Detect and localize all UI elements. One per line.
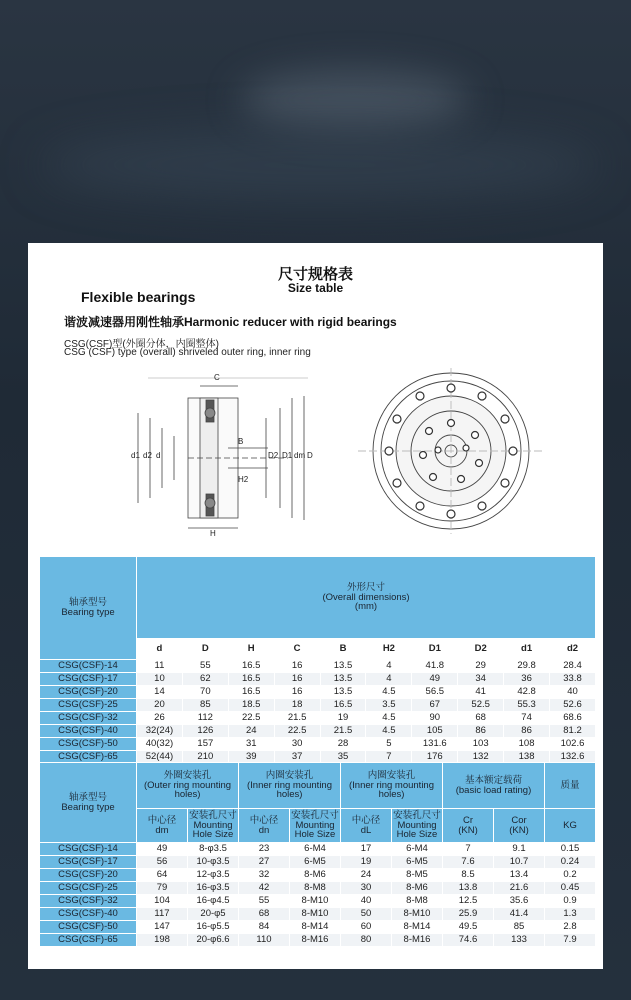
spec-cell: 20-φ5 [188, 908, 239, 921]
spec-cell: 8-M8 [290, 882, 341, 895]
dimension-cell: 90 [412, 712, 458, 725]
background-blur [240, 70, 470, 130]
dimension-cell: 32(24) [137, 725, 183, 738]
spec-cell: 6-M4 [290, 843, 341, 856]
spec-cell: 198 [137, 934, 188, 947]
spec-cell: 55 [239, 895, 290, 908]
dim-label-dl: D [307, 451, 313, 460]
dimension-cell: 52(44) [137, 751, 183, 764]
dimension-cell: 20 [137, 699, 183, 712]
table-row [40, 738, 596, 751]
bearing-type-header [40, 557, 137, 660]
spec-cell: 8-M14 [392, 921, 443, 934]
dimension-cell: 41.8 [412, 660, 458, 673]
sub-column-header [494, 809, 545, 843]
spec-cell: 41.4 [494, 908, 545, 921]
spec-cell: 56 [137, 856, 188, 869]
bearing-model-cell: CSG(CSF)-40 [40, 725, 137, 738]
spec-cell: 9.1 [494, 843, 545, 856]
dimension-cell: 132 [458, 751, 504, 764]
dimension-cell: 86 [458, 725, 504, 738]
dimension-cell: 4.5 [366, 686, 412, 699]
dimension-cell: 62 [182, 673, 228, 686]
dimension-cell: 18.5 [228, 699, 274, 712]
spec-cell: 8-M16 [392, 934, 443, 947]
dimension-cell: 16 [274, 660, 320, 673]
spec-cell: 74.6 [443, 934, 494, 947]
sub-column-header [392, 809, 443, 843]
dimension-cell: 7 [366, 751, 412, 764]
spec-cell: 110 [239, 934, 290, 947]
spec-cell: 10.7 [494, 856, 545, 869]
spec-cell: 17 [341, 843, 392, 856]
bearing-type-header-2-en: Bearing type [61, 801, 115, 813]
sub-header-cn: 安装孔尺寸 [189, 809, 237, 821]
dim-label-h: H [210, 529, 216, 538]
dimension-cell: 4 [366, 673, 412, 686]
group-header-en: (basic load rating) [455, 784, 532, 796]
group-header-cn: 外圈安装孔 [163, 769, 212, 781]
spec-cell: 0.2 [545, 869, 596, 882]
spec-cell: 49 [137, 843, 188, 856]
bearing-model-cell: CSG(CSF)-14 [40, 843, 137, 856]
spec-cell: 79 [137, 882, 188, 895]
dimension-cell: 22.5 [228, 712, 274, 725]
dimension-cell: 29 [458, 660, 504, 673]
spec-cell: 50 [341, 908, 392, 921]
bearing-model-cell: CSG(CSF)-17 [40, 856, 137, 869]
dimension-cell: 3.5 [366, 699, 412, 712]
sub-column-header [137, 809, 188, 843]
dimension-cell: 67 [412, 699, 458, 712]
spec-cell: 13.8 [443, 882, 494, 895]
spec-cell: 40 [341, 895, 392, 908]
dims-header-unit: (mm) [354, 601, 378, 613]
spec-cell: 133 [494, 934, 545, 947]
catalog-sheet [28, 243, 603, 969]
spec-cell: 7.6 [443, 856, 494, 869]
table-row [40, 882, 596, 895]
sub-column-header [188, 809, 239, 843]
dimension-cell: 18 [274, 699, 320, 712]
product-subtitle: 谐波减速器用刚性轴承Harmonic reducer with rigid bearings [64, 315, 397, 329]
overall-dimensions-header [137, 557, 596, 639]
bearing-type-header-cn: 轴承型号 [68, 597, 107, 609]
dimension-cell: 13.5 [320, 673, 366, 686]
dim-label-d1-outer: D1 [282, 451, 293, 460]
sub-header-en: (KN) [509, 824, 529, 836]
dimension-cell: 42.8 [504, 686, 550, 699]
table-row [40, 686, 596, 699]
sub-header-cn: 中心径 [249, 814, 279, 826]
spec-cell: 68 [239, 908, 290, 921]
sub-header-en: Mounting Hole Size [294, 819, 336, 841]
bearing-model-cell: CSG(CSF)-32 [40, 712, 137, 725]
bearing-type-header-en: Bearing type [61, 607, 115, 618]
dimension-cell: 176 [412, 751, 458, 764]
dimension-cell: 16 [274, 673, 320, 686]
dimension-cell: 26 [137, 712, 183, 725]
dimension-cell: 28 [320, 738, 366, 751]
dimension-cell: 56.5 [412, 686, 458, 699]
dimension-cell: 41 [458, 686, 504, 699]
dimension-cell: 30 [274, 738, 320, 751]
table-row [40, 856, 596, 869]
column-group-header [137, 763, 239, 809]
table-row [40, 895, 596, 908]
dimension-column-header: C [274, 639, 320, 660]
dimension-cell: 37 [274, 751, 320, 764]
spec-cell: 8.5 [443, 869, 494, 882]
dimension-cell: 21.5 [274, 712, 320, 725]
dimension-cell: 102.6 [550, 738, 596, 751]
column-group-header [545, 763, 596, 809]
dimension-column-header: d2 [550, 639, 596, 660]
dimension-cell: 108 [504, 738, 550, 751]
sub-header-en: dL [360, 824, 372, 836]
dimension-cell: 34 [458, 673, 504, 686]
mounting-load-table [39, 762, 596, 947]
sub-header-en: dn [258, 824, 270, 836]
dim-label-d2: d2 [143, 451, 152, 460]
spec-cell: 27 [239, 856, 290, 869]
sub-header-cn: KG [563, 819, 577, 831]
group-header-cn: 内圈安装孔 [367, 769, 416, 781]
table-row [40, 934, 596, 947]
dimension-cell: 29.8 [504, 660, 550, 673]
sub-header-en: Mounting Hole Size [396, 819, 438, 841]
spec-cell: 6-M5 [290, 856, 341, 869]
group-header-en: (Inner ring mounting holes) [348, 779, 435, 801]
spec-cell: 0.45 [545, 882, 596, 895]
background-blur [40, 130, 600, 200]
dimension-column-header: D1 [412, 639, 458, 660]
sub-header-cn: Cr [462, 814, 474, 826]
bearing-model-cell: CSG(CSF)-20 [40, 686, 137, 699]
spec-cell: 1.3 [545, 908, 596, 921]
dimension-cell: 33.8 [550, 673, 596, 686]
section-heading: Flexible bearings [81, 289, 196, 305]
page-title-cn: 尺寸规格表 [277, 266, 353, 283]
spec-cell: 8-M10 [392, 908, 443, 921]
dimension-cell: 5 [366, 738, 412, 751]
group-header-en: (Inner ring mounting holes) [246, 779, 333, 801]
dimension-cell: 16.5 [228, 673, 274, 686]
dimension-column-header: d1 [504, 639, 550, 660]
dimension-cell: 16.5 [228, 660, 274, 673]
spec-cell: 25.9 [443, 908, 494, 921]
spec-cell: 35.6 [494, 895, 545, 908]
bearing-model-cell: CSG(CSF)-25 [40, 699, 137, 712]
dimension-cell: 40 [550, 686, 596, 699]
dimension-cell: 4.5 [366, 725, 412, 738]
dims-header-cn: 外形尺寸 [346, 581, 385, 593]
dimension-cell: 13.5 [320, 686, 366, 699]
spec-cell: 8-M8 [392, 895, 443, 908]
bearing-model-cell: CSG(CSF)-50 [40, 738, 137, 751]
spec-cell: 23 [239, 843, 290, 856]
dim-label-d: d [156, 451, 161, 460]
dimension-cell: 126 [182, 725, 228, 738]
spec-cell: 60 [341, 921, 392, 934]
bearing-model-cell: CSG(CSF)-65 [40, 934, 137, 947]
dimension-cell: 49 [412, 673, 458, 686]
group-header-en: (Outer ring mounting holes) [143, 779, 232, 801]
bearing-type-header-2-cn: 轴承型号 [68, 791, 107, 803]
sub-header-en: dm [155, 824, 169, 836]
spec-cell: 85 [494, 921, 545, 934]
dimension-cell: 35 [320, 751, 366, 764]
dimension-cell: 10 [137, 673, 183, 686]
bearing-model-cell: CSG(CSF)-50 [40, 921, 137, 934]
page-title-en: Size table [287, 281, 344, 295]
column-group-header [443, 763, 545, 809]
table-row [40, 869, 596, 882]
spec-cell: 20-φ6.6 [188, 934, 239, 947]
dimension-cell: 11 [137, 660, 183, 673]
spec-cell: 10-φ3.5 [188, 856, 239, 869]
table-row [40, 660, 596, 673]
dimension-cell: 4 [366, 660, 412, 673]
dimension-column-header: H2 [366, 639, 412, 660]
spec-cell: 21.6 [494, 882, 545, 895]
table-row [40, 843, 596, 856]
bearing-type-header-2 [40, 763, 137, 843]
spec-cell: 12-φ3.5 [188, 869, 239, 882]
dimension-column-header: H [228, 639, 274, 660]
dimension-cell: 52.6 [550, 699, 596, 712]
dimension-column-header: d [137, 639, 183, 660]
dimension-cell: 112 [182, 712, 228, 725]
table-row [40, 712, 596, 725]
dimension-cell: 74 [504, 712, 550, 725]
spec-cell: 8-M6 [290, 869, 341, 882]
spec-cell: 8-φ3.5 [188, 843, 239, 856]
dimension-cell: 31 [228, 738, 274, 751]
spec-cell: 0.15 [545, 843, 596, 856]
dimension-cell: 4.5 [366, 712, 412, 725]
spec-cell: 104 [137, 895, 188, 908]
bearing-model-cell: CSG(CSF)-65 [40, 751, 137, 764]
spec-cell: 16-φ4.5 [188, 895, 239, 908]
dimension-cell: 85 [182, 699, 228, 712]
table-row [40, 908, 596, 921]
spec-cell: 6-M5 [392, 856, 443, 869]
dimension-column-header: D2 [458, 639, 504, 660]
table-row [40, 921, 596, 934]
dimension-cell: 138 [504, 751, 550, 764]
sub-header-en: (KN) [458, 824, 478, 836]
spec-cell: 7 [443, 843, 494, 856]
table-row [40, 673, 596, 686]
dimension-cell: 16.5 [228, 686, 274, 699]
sub-header-cn: 安装孔尺寸 [291, 809, 339, 821]
bearing-model-cell: CSG(CSF)-17 [40, 673, 137, 686]
sub-column-header [545, 809, 596, 843]
spec-cell: 147 [137, 921, 188, 934]
dimension-cell: 36 [504, 673, 550, 686]
dimension-cell: 86 [504, 725, 550, 738]
spec-cell: 7.9 [545, 934, 596, 947]
dim-label-d1: d1 [131, 451, 140, 460]
sub-column-header [290, 809, 341, 843]
dimension-cell: 16 [274, 686, 320, 699]
type-description-en: CSG (CSF) type (overall) shriveled outer ring, inner ring [64, 347, 311, 358]
bearing-model-cell: CSG(CSF)-32 [40, 895, 137, 908]
spec-cell: 30 [341, 882, 392, 895]
spec-cell: 19 [341, 856, 392, 869]
dimension-cell: 131.6 [412, 738, 458, 751]
spec-cell: 8-M5 [392, 869, 443, 882]
dimension-cell: 22.5 [274, 725, 320, 738]
spec-cell: 49.5 [443, 921, 494, 934]
dimension-cell: 105 [412, 725, 458, 738]
dimension-cell: 14 [137, 686, 183, 699]
dim-label-c: C [214, 373, 220, 382]
spec-cell: 117 [137, 908, 188, 921]
spec-cell: 32 [239, 869, 290, 882]
bearing-model-cell: CSG(CSF)-40 [40, 908, 137, 921]
dimension-cell: 55 [182, 660, 228, 673]
bearing-model-cell: CSG(CSF)-20 [40, 869, 137, 882]
sub-header-cn: 中心径 [147, 814, 177, 826]
table-row [40, 725, 596, 738]
dimension-cell: 132.6 [550, 751, 596, 764]
bearing-model-cell: CSG(CSF)-25 [40, 882, 137, 895]
group-header-cn: 内圈安装孔 [265, 769, 314, 781]
dimension-cell: 210 [182, 751, 228, 764]
dimension-cell: 39 [228, 751, 274, 764]
sub-header-cn: Cor [511, 814, 527, 826]
spec-cell: 24 [341, 869, 392, 882]
group-header-cn: 质量 [560, 779, 580, 791]
type-description-cn: CSG(CSF)型(外圈分体，内圈整体) [64, 339, 219, 350]
dimension-cell: 103 [458, 738, 504, 751]
dimension-cell: 21.5 [320, 725, 366, 738]
dimension-cell: 13.5 [320, 660, 366, 673]
spec-cell: 2.8 [545, 921, 596, 934]
sub-column-header [443, 809, 494, 843]
dimension-cell: 28.4 [550, 660, 596, 673]
sub-column-header [239, 809, 290, 843]
dims-header-en: (Overall dimensions) [322, 591, 410, 603]
spec-cell: 42 [239, 882, 290, 895]
dim-label-b: B [238, 437, 244, 446]
spec-cell: 8-M6 [392, 882, 443, 895]
dimension-cell: 16.5 [320, 699, 366, 712]
column-group-header [239, 763, 341, 809]
dimension-cell: 40(32) [137, 738, 183, 751]
spec-cell: 8-M10 [290, 908, 341, 921]
dimension-cell: 70 [182, 686, 228, 699]
spec-cell: 6-M4 [392, 843, 443, 856]
spec-cell: 0.24 [545, 856, 596, 869]
bearing-model-cell: CSG(CSF)-14 [40, 660, 137, 673]
dimension-cell: 52.5 [458, 699, 504, 712]
dimension-cell: 81.2 [550, 725, 596, 738]
dim-label-h2: H2 [238, 475, 249, 484]
dimension-column-header: D [182, 639, 228, 660]
dimension-cell: 68 [458, 712, 504, 725]
bearing-technical-drawing [28, 358, 603, 538]
spec-cell: 8-M16 [290, 934, 341, 947]
table-row [40, 699, 596, 712]
dimensions-table [39, 556, 596, 764]
dim-label-d2-outer: D2 [268, 451, 279, 460]
spec-cell: 64 [137, 869, 188, 882]
spec-cell: 84 [239, 921, 290, 934]
dimension-cell: 24 [228, 725, 274, 738]
dimension-cell: 68.6 [550, 712, 596, 725]
dimension-cell: 19 [320, 712, 366, 725]
sub-header-cn: 安装孔尺寸 [393, 809, 441, 821]
group-header-cn: 基本额定载荷 [464, 774, 522, 786]
sub-header-cn: 中心径 [351, 814, 381, 826]
sub-column-header [341, 809, 392, 843]
spec-cell: 13.4 [494, 869, 545, 882]
spec-cell: 0.9 [545, 895, 596, 908]
spec-cell: 16-φ3.5 [188, 882, 239, 895]
sub-header-en: Mounting Hole Size [192, 819, 234, 841]
spec-cell: 80 [341, 934, 392, 947]
dimension-cell: 55.3 [504, 699, 550, 712]
dimension-cell: 157 [182, 738, 228, 751]
dim-label-dm: dm [294, 451, 306, 460]
dimension-column-header: B [320, 639, 366, 660]
column-group-header [341, 763, 443, 809]
spec-cell: 8-M14 [290, 921, 341, 934]
spec-cell: 8-M10 [290, 895, 341, 908]
spec-cell: 12.5 [443, 895, 494, 908]
spec-cell: 16-φ5.5 [188, 921, 239, 934]
